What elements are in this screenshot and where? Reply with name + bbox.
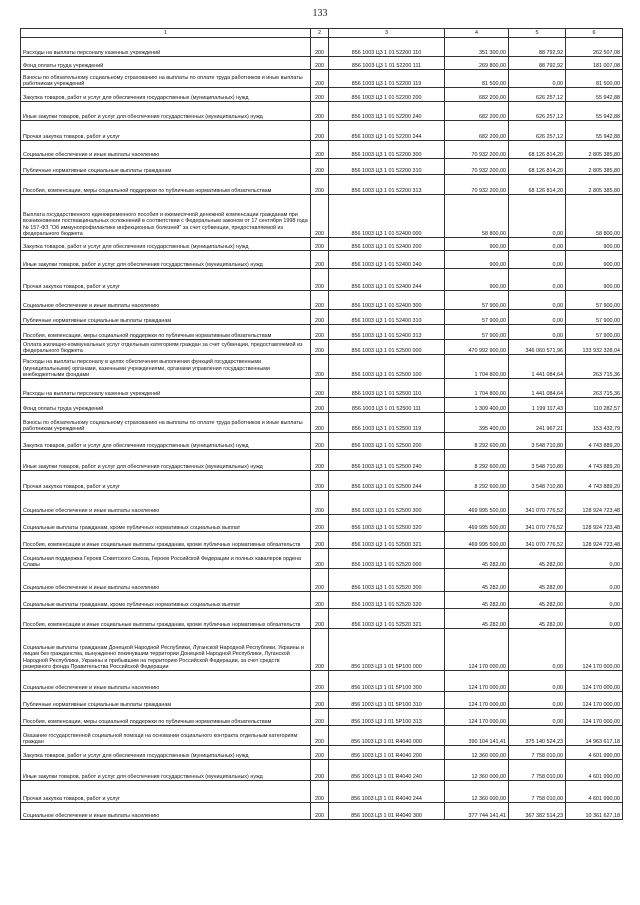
row-name: Социальные выплаты гражданам Донецкой Народной Республики, Луганской Народной Республики, Украины и лицам без гражданства, вынужденно покинувшим территории Донецкой Народной Республики, Луганской Народной Республики, Украины и прибывшим на территорию Российской Федерации, за счет средств резервного фонда Правительства Российской Федерации [21, 629, 311, 671]
remaining-amount: 124 170 000,00 [566, 692, 623, 709]
table-row [21, 195, 623, 238]
remaining-amount: 262 507,08 [566, 38, 623, 57]
row-name: Пособия, компенсации и иные социальные выплаты гражданам, кроме публичных нормативных обязательств [21, 609, 311, 629]
budget-classification-code: 856 1003 Ц3 1 01 52400 240 [329, 251, 445, 269]
remaining-amount: 57 900,00 [566, 291, 623, 310]
budget-classification-code: 856 1003 Ц3 1 01 52200 119 [329, 70, 445, 88]
table-row [21, 310, 623, 325]
table-row [21, 379, 623, 398]
budget-classification-code: 856 1003 Ц3 1 01 52200 200 [329, 88, 445, 102]
remaining-amount: 4 743 889,20 [566, 471, 623, 491]
column-number: 6 [566, 29, 623, 38]
row-code: 200 [311, 491, 329, 515]
approved-amount: 470 992 900,00 [445, 340, 509, 355]
executed-amount: 7 758 010,00 [509, 746, 566, 760]
row-name: Публичные нормативные социальные выплаты гражданам [21, 692, 311, 709]
budget-classification-code: 856 1003 Ц3 1 01 R4040 200 [329, 746, 445, 760]
table-row [21, 569, 623, 592]
executed-amount: 1 441 084,64 [509, 379, 566, 398]
row-code: 200 [311, 398, 329, 413]
remaining-amount: 4 601 990,00 [566, 760, 623, 781]
remaining-amount: 0,00 [566, 549, 623, 569]
row-code: 200 [311, 413, 329, 433]
row-code: 200 [311, 141, 329, 159]
budget-classification-code: 856 1003 Ц3 1 01 5Р100 310 [329, 692, 445, 709]
remaining-amount: 55 942,88 [566, 121, 623, 141]
table-row [21, 355, 623, 379]
budget-classification-code: 856 1003 Ц3 1 01 52200 110 [329, 38, 445, 57]
column-number: 3 [329, 29, 445, 38]
executed-amount: 45 282,00 [509, 569, 566, 592]
row-code: 200 [311, 532, 329, 549]
budget-classification-code: 856 1003 Ц3 1 01 52200 313 [329, 175, 445, 195]
approved-amount: 70 932 200,00 [445, 141, 509, 159]
executed-amount: 68 126 814,20 [509, 175, 566, 195]
executed-amount: 0,00 [509, 291, 566, 310]
table-row [21, 803, 623, 820]
executed-amount: 1 441 084,64 [509, 355, 566, 379]
budget-classification-code: 856 1003 Ц3 1 01 52400 244 [329, 269, 445, 291]
row-code: 200 [311, 175, 329, 195]
table-row [21, 692, 623, 709]
remaining-amount: 133 932 328,04 [566, 340, 623, 355]
row-code: 200 [311, 781, 329, 803]
executed-amount: 341 070 776,52 [509, 532, 566, 549]
remaining-amount: 0,00 [566, 592, 623, 609]
row-name: Закупка товаров, работ и услуг для обеспечения государственных (муниципальных) нужд [21, 88, 311, 102]
row-code: 200 [311, 310, 329, 325]
approved-amount: 900,00 [445, 251, 509, 269]
row-code: 200 [311, 70, 329, 88]
table-row [21, 433, 623, 450]
table-row [21, 532, 623, 549]
remaining-amount: 55 942,88 [566, 88, 623, 102]
row-name: Публичные нормативные социальные выплаты гражданам [21, 159, 311, 175]
row-name: Взносы по обязательному социальному страхованию на выплаты по оплате труда работников и иные выплаты работникам учреждений [21, 413, 311, 433]
row-code: 200 [311, 471, 329, 491]
column-number-row [21, 29, 623, 38]
executed-amount: 626 257,12 [509, 102, 566, 121]
table-row [21, 159, 623, 175]
executed-amount: 367 382 514,23 [509, 803, 566, 820]
table-row [21, 746, 623, 760]
table-row [21, 88, 623, 102]
table-row [21, 781, 623, 803]
budget-classification-code: 856 1003 Ц3 1 01 52200 300 [329, 141, 445, 159]
row-code: 200 [311, 609, 329, 629]
executed-amount: 3 548 710,80 [509, 450, 566, 471]
row-name: Оказание государственной социальной помощи на основании социального контракта отдельным категориям граждан [21, 726, 311, 746]
row-name: Фонд оплаты труда учреждений [21, 57, 311, 70]
approved-amount: 351 300,00 [445, 38, 509, 57]
row-name: Социальные выплаты гражданам, кроме публичных нормативных социальных выплат [21, 515, 311, 532]
executed-amount: 341 070 776,52 [509, 491, 566, 515]
row-name: Социальное обеспечение и иные выплаты населению [21, 291, 311, 310]
remaining-amount: 2 805 385,80 [566, 141, 623, 159]
row-name: Закупка товаров, работ и услуг для обеспечения государственных (муниципальных) нужд [21, 238, 311, 251]
row-code: 200 [311, 692, 329, 709]
approved-amount: 12 360 000,00 [445, 746, 509, 760]
row-name: Фонд оплаты труда учреждений [21, 398, 311, 413]
approved-amount: 124 170 000,00 [445, 671, 509, 692]
budget-classification-code: 856 1003 Ц3 1 01 5Р100 300 [329, 671, 445, 692]
row-name: Иные закупки товаров, работ и услуг для обеспечения государственных (муниципальных) нужд [21, 102, 311, 121]
executed-amount: 375 140 524,23 [509, 726, 566, 746]
approved-amount: 682 200,00 [445, 121, 509, 141]
budget-classification-code: 856 1003 Ц3 1 01 52500 321 [329, 532, 445, 549]
table-row [21, 671, 623, 692]
executed-amount: 88 792,92 [509, 57, 566, 70]
budget-classification-code: 856 1003 Ц3 1 01 52520 300 [329, 569, 445, 592]
executed-amount: 68 126 814,20 [509, 141, 566, 159]
budget-classification-code: 856 1003 Ц3 1 01 52500 000 [329, 340, 445, 355]
budget-classification-code: 856 1003 Ц3 1 01 52200 240 [329, 102, 445, 121]
executed-amount: 3 548 710,80 [509, 471, 566, 491]
approved-amount: 70 932 200,00 [445, 175, 509, 195]
row-code: 200 [311, 88, 329, 102]
row-name: Социальное обеспечение и иные выплаты населению [21, 141, 311, 159]
row-name: Пособия, компенсации, меры социальной поддержки по публичным нормативным обязательствам [21, 325, 311, 340]
approved-amount: 45 282,00 [445, 549, 509, 569]
budget-classification-code: 856 1003 Ц3 1 01 52400 200 [329, 238, 445, 251]
budget-classification-code: 856 1003 Ц3 1 01 52400 300 [329, 291, 445, 310]
row-name: Взносы по обязательному социальному страхованию на выплаты по оплате труда работников и иные выплаты работникам учреждений [21, 70, 311, 88]
budget-classification-code: 856 1003 Ц3 1 01 52500 100 [329, 355, 445, 379]
remaining-amount: 4 743 889,20 [566, 450, 623, 471]
row-code: 200 [311, 592, 329, 609]
row-name: Прочая закупка товаров, работ и услуг [21, 471, 311, 491]
row-code: 200 [311, 515, 329, 532]
budget-classification-code: 856 1003 Ц3 1 01 52500 300 [329, 491, 445, 515]
table-row [21, 269, 623, 291]
row-name: Социальное обеспечение и иные выплаты населению [21, 803, 311, 820]
table-row [21, 515, 623, 532]
row-code: 200 [311, 251, 329, 269]
budget-classification-code: 856 1003 Ц3 1 01 R4040 000 [329, 726, 445, 746]
budget-classification-code: 856 1003 Ц3 1 01 52520 321 [329, 609, 445, 629]
executed-amount: 88 792,92 [509, 38, 566, 57]
budget-classification-code: 856 1003 Ц3 1 01 52520 320 [329, 592, 445, 609]
budget-classification-code: 856 1003 Ц3 1 01 52500 200 [329, 433, 445, 450]
approved-amount: 45 282,00 [445, 592, 509, 609]
executed-amount: 45 282,00 [509, 609, 566, 629]
remaining-amount: 128 924 723,48 [566, 515, 623, 532]
table-row [21, 450, 623, 471]
approved-amount: 8 292 600,00 [445, 471, 509, 491]
row-name: Оплата жилищно-коммунальных услуг отдельным категориям граждан за счет субвенции, предоставляемой из федерального бюджета [21, 340, 311, 355]
remaining-amount: 263 715,36 [566, 355, 623, 379]
row-name: Социальное обеспечение и иные выплаты населению [21, 569, 311, 592]
row-name: Прочая закупка товаров, работ и услуг [21, 269, 311, 291]
budget-classification-code: 856 1003 Ц3 1 01 R4040 244 [329, 781, 445, 803]
row-name: Расходы на выплаты персоналу казенных учреждений [21, 38, 311, 57]
row-name: Социальное обеспечение и иные выплаты населению [21, 491, 311, 515]
row-code: 200 [311, 671, 329, 692]
table-row [21, 38, 623, 57]
approved-amount: 8 292 600,00 [445, 450, 509, 471]
approved-amount: 390 104 141,41 [445, 726, 509, 746]
row-name: Прочая закупка товаров, работ и услуг [21, 781, 311, 803]
table-row [21, 609, 623, 629]
budget-classification-code: 856 1003 Ц3 1 01 52500 119 [329, 413, 445, 433]
table-row [21, 726, 623, 746]
executed-amount: 7 758 010,00 [509, 781, 566, 803]
row-code: 200 [311, 291, 329, 310]
row-code: 200 [311, 38, 329, 57]
remaining-amount: 0,00 [566, 569, 623, 592]
approved-amount: 45 282,00 [445, 609, 509, 629]
row-code: 200 [311, 355, 329, 379]
remaining-amount: 57 900,00 [566, 310, 623, 325]
approved-amount: 8 292 600,00 [445, 433, 509, 450]
remaining-amount: 10 361 627,18 [566, 803, 623, 820]
page-number: 133 [312, 8, 328, 19]
table-row [21, 141, 623, 159]
row-code: 200 [311, 760, 329, 781]
approved-amount: 469 995 500,00 [445, 491, 509, 515]
remaining-amount: 57 900,00 [566, 325, 623, 340]
executed-amount: 626 257,12 [509, 121, 566, 141]
budget-classification-code: 856 1003 Ц3 1 01 52400 310 [329, 310, 445, 325]
remaining-amount: 900,00 [566, 238, 623, 251]
row-name: Пособия, компенсации, меры социальной поддержки по публичным нормативным обязательствам [21, 175, 311, 195]
table-row [21, 629, 623, 671]
table-row [21, 491, 623, 515]
executed-amount: 7 758 010,00 [509, 760, 566, 781]
budget-classification-code: 856 1003 Ц3 1 01 52500 244 [329, 471, 445, 491]
approved-amount: 45 282,00 [445, 569, 509, 592]
budget-table [20, 28, 623, 820]
executed-amount: 341 070 776,52 [509, 515, 566, 532]
row-name: Публичные нормативные социальные выплаты гражданам [21, 310, 311, 325]
row-name: Выплата государственного единовременного пособия и ежемесячной денежной компенсации гражданам при возникновении поствакцинальных осложнений в соответствии с Федеральным законом от 17 сентября 1998 года № 157-ФЗ "Об иммунопрофилактике инфекционных болезней" за счет субвенции, предоставляемой из федерального бюджета [21, 195, 311, 238]
table-row [21, 325, 623, 340]
remaining-amount: 124 170 000,00 [566, 671, 623, 692]
executed-amount: 0,00 [509, 195, 566, 238]
budget-classification-code: 856 1003 Ц3 1 01 52200 244 [329, 121, 445, 141]
remaining-amount: 55 942,88 [566, 102, 623, 121]
row-code: 200 [311, 746, 329, 760]
remaining-amount: 0,00 [566, 609, 623, 629]
approved-amount: 900,00 [445, 269, 509, 291]
row-code: 200 [311, 102, 329, 121]
approved-amount: 57 900,00 [445, 310, 509, 325]
executed-amount: 0,00 [509, 671, 566, 692]
approved-amount: 1 704 800,00 [445, 355, 509, 379]
row-name: Социальное обеспечение и иные выплаты населению [21, 671, 311, 692]
remaining-amount: 4 601 990,00 [566, 781, 623, 803]
approved-amount: 70 932 200,00 [445, 159, 509, 175]
budget-classification-code: 856 1003 Ц3 1 01 52400 313 [329, 325, 445, 340]
approved-amount: 682 200,00 [445, 88, 509, 102]
row-name: Расходы на выплаты персоналу казенных учреждений [21, 379, 311, 398]
table-row [21, 549, 623, 569]
table-row [21, 291, 623, 310]
column-number: 5 [509, 29, 566, 38]
row-code: 200 [311, 569, 329, 592]
row-name: Социальная поддержка Героев Советского Союза, Героев Российской Федерации и полных кавалеров ордена Славы [21, 549, 311, 569]
budget-classification-code: 856 1003 Ц3 1 01 5Р100 313 [329, 709, 445, 726]
row-name: Иные закупки товаров, работ и услуг для обеспечения государственных (муниципальных) нужд [21, 760, 311, 781]
remaining-amount: 81 500,00 [566, 70, 623, 88]
approved-amount: 58 800,00 [445, 195, 509, 238]
table-row [21, 398, 623, 413]
executed-amount: 68 126 814,20 [509, 159, 566, 175]
row-code: 200 [311, 433, 329, 450]
remaining-amount: 128 924 723,48 [566, 491, 623, 515]
approved-amount: 12 360 000,00 [445, 760, 509, 781]
remaining-amount: 153 432,79 [566, 413, 623, 433]
column-number: 4 [445, 29, 509, 38]
row-code: 200 [311, 269, 329, 291]
approved-amount: 124 170 000,00 [445, 709, 509, 726]
executed-amount: 626 257,12 [509, 88, 566, 102]
executed-amount: 0,00 [509, 238, 566, 251]
table-row [21, 471, 623, 491]
row-name: Иные закупки товаров, работ и услуг для обеспечения государственных (муниципальных) нужд [21, 251, 311, 269]
approved-amount: 124 170 000,00 [445, 692, 509, 709]
row-code: 200 [311, 726, 329, 746]
row-name: Закупка товаров, работ и услуг для обеспечения государственных (муниципальных) нужд [21, 433, 311, 450]
remaining-amount: 900,00 [566, 251, 623, 269]
table-row [21, 175, 623, 195]
remaining-amount: 58 800,00 [566, 195, 623, 238]
approved-amount: 12 360 000,00 [445, 781, 509, 803]
approved-amount: 57 900,00 [445, 325, 509, 340]
table-row [21, 70, 623, 88]
approved-amount: 395 400,00 [445, 413, 509, 433]
table-row [21, 102, 623, 121]
executed-amount: 0,00 [509, 692, 566, 709]
approved-amount: 57 900,00 [445, 291, 509, 310]
remaining-amount: 4 601 990,00 [566, 746, 623, 760]
budget-classification-code: 856 1003 Ц3 1 01 52500 111 [329, 398, 445, 413]
row-code: 200 [311, 121, 329, 141]
executed-amount: 45 282,00 [509, 549, 566, 569]
executed-amount: 1 199 117,43 [509, 398, 566, 413]
budget-classification-code: 856 1003 Ц3 1 01 R4040 300 [329, 803, 445, 820]
row-name: Прочая закупка товаров, работ и услуг [21, 121, 311, 141]
row-name: Иные закупки товаров, работ и услуг для обеспечения государственных (муниципальных) нужд [21, 450, 311, 471]
row-code: 200 [311, 159, 329, 175]
row-name: Расходы на выплаты персоналу в целях обеспечения выполнения функций государственными (муниципальными) органами, казенными учреждениями, органами управления государственными внебюджетными фондами [21, 355, 311, 379]
executed-amount: 0,00 [509, 70, 566, 88]
table-row [21, 238, 623, 251]
row-code: 200 [311, 57, 329, 70]
budget-classification-code: 856 1003 Ц3 1 01 52200 111 [329, 57, 445, 70]
executed-amount: 0,00 [509, 310, 566, 325]
row-code: 200 [311, 709, 329, 726]
row-code: 200 [311, 450, 329, 471]
table-row [21, 57, 623, 70]
budget-classification-code: 856 1003 Ц3 1 01 5Р100 000 [329, 629, 445, 671]
remaining-amount: 181 007,08 [566, 57, 623, 70]
row-name: Социальные выплаты гражданам, кроме публичных нормативных социальных выплат [21, 592, 311, 609]
remaining-amount: 2 805 385,80 [566, 159, 623, 175]
column-number: 1 [21, 29, 311, 38]
remaining-amount: 128 924 723,48 [566, 532, 623, 549]
approved-amount: 377 744 141,41 [445, 803, 509, 820]
column-number: 2 [311, 29, 329, 38]
row-code: 200 [311, 803, 329, 820]
remaining-amount: 124 170 000,00 [566, 709, 623, 726]
row-name: Закупка товаров, работ и услуг для обеспечения государственных (муниципальных) нужд [21, 746, 311, 760]
budget-classification-code: 856 1003 Ц3 1 01 52500 110 [329, 379, 445, 398]
approved-amount: 81 500,00 [445, 70, 509, 88]
executed-amount: 0,00 [509, 325, 566, 340]
approved-amount: 682 200,00 [445, 102, 509, 121]
budget-classification-code: 856 1003 Ц3 1 01 52400 000 [329, 195, 445, 238]
table-row [21, 760, 623, 781]
executed-amount: 0,00 [509, 269, 566, 291]
remaining-amount: 124 170 000,00 [566, 629, 623, 671]
budget-classification-code: 856 1003 Ц3 1 01 52500 240 [329, 450, 445, 471]
budget-classification-code: 856 1003 Ц3 1 01 52520 000 [329, 549, 445, 569]
executed-amount: 0,00 [509, 709, 566, 726]
approved-amount: 124 170 000,00 [445, 629, 509, 671]
remaining-amount: 14 963 617,18 [566, 726, 623, 746]
table-row [21, 340, 623, 355]
row-code: 200 [311, 195, 329, 238]
approved-amount: 1 704 800,00 [445, 379, 509, 398]
budget-classification-code: 856 1003 Ц3 1 01 R4040 240 [329, 760, 445, 781]
table-row [21, 121, 623, 141]
remaining-amount: 263 715,36 [566, 379, 623, 398]
executed-amount: 346 060 571,96 [509, 340, 566, 355]
budget-classification-code: 856 1003 Ц3 1 01 52500 320 [329, 515, 445, 532]
approved-amount: 1 309 400,00 [445, 398, 509, 413]
row-code: 200 [311, 549, 329, 569]
table-row [21, 592, 623, 609]
row-code: 200 [311, 238, 329, 251]
executed-amount: 0,00 [509, 251, 566, 269]
remaining-amount: 900,00 [566, 269, 623, 291]
row-code: 200 [311, 379, 329, 398]
row-code: 200 [311, 325, 329, 340]
executed-amount: 3 548 710,80 [509, 433, 566, 450]
remaining-amount: 4 743 889,20 [566, 433, 623, 450]
table-row [21, 413, 623, 433]
approved-amount: 469 995 500,00 [445, 532, 509, 549]
table-body [21, 38, 623, 820]
row-name: Пособия, компенсации, меры социальной поддержки по публичным нормативным обязательствам [21, 709, 311, 726]
row-name: Пособия, компенсации и иные социальные выплаты гражданам, кроме публичных нормативных обязательств [21, 532, 311, 549]
table-row [21, 251, 623, 269]
approved-amount: 900,00 [445, 238, 509, 251]
executed-amount: 0,00 [509, 629, 566, 671]
row-code: 200 [311, 629, 329, 671]
table-row [21, 709, 623, 726]
remaining-amount: 110 282,57 [566, 398, 623, 413]
executed-amount: 241 967,21 [509, 413, 566, 433]
row-code: 200 [311, 340, 329, 355]
remaining-amount: 2 805 385,80 [566, 175, 623, 195]
budget-classification-code: 856 1003 Ц3 1 01 52200 310 [329, 159, 445, 175]
executed-amount: 45 282,00 [509, 592, 566, 609]
approved-amount: 269 800,00 [445, 57, 509, 70]
approved-amount: 469 995 500,00 [445, 515, 509, 532]
